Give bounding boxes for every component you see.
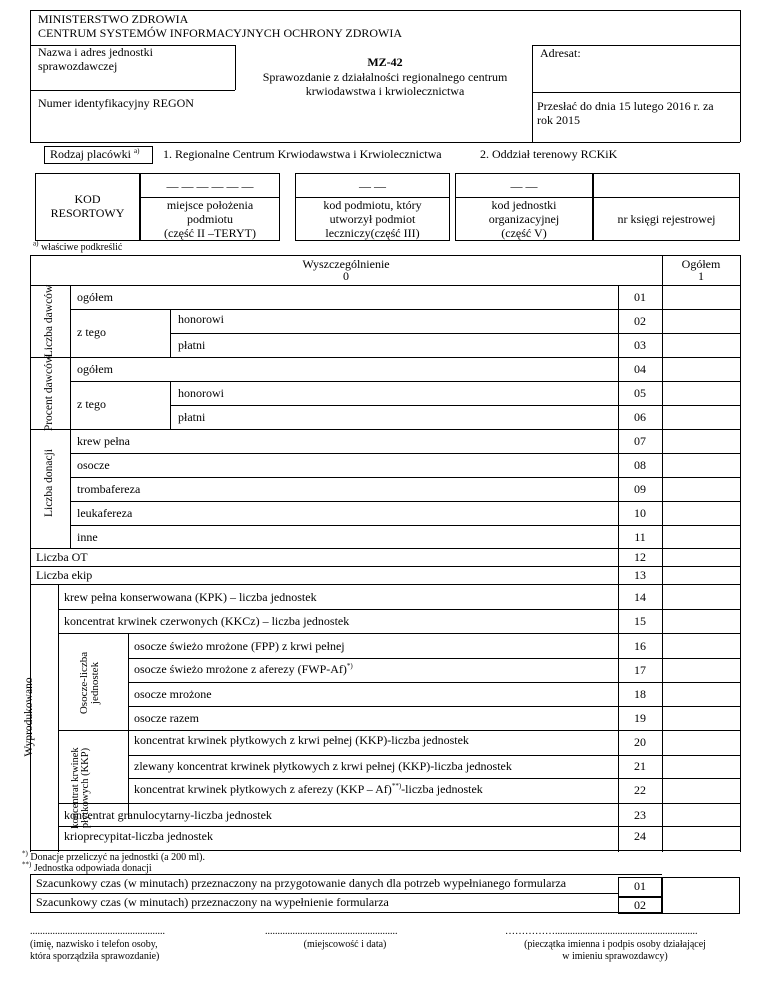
- time-line: [30, 893, 618, 894]
- dash-jednostka: — —: [510, 179, 538, 193]
- row-18-label: osocze mrożone: [134, 687, 212, 701]
- row-number: 11: [634, 530, 646, 544]
- row-16-label: osocze świeżo mrożone (FPP) z krwi pełnej: [134, 639, 345, 653]
- row-line: [70, 477, 740, 478]
- row-number: 04: [634, 362, 646, 376]
- row-02-label: honorowi: [178, 312, 224, 326]
- row-number: 08: [634, 458, 646, 472]
- row-number: 05: [634, 386, 646, 400]
- col-jednostka-label-3: (część V): [501, 226, 547, 240]
- deadline-2: rok 2015: [537, 113, 580, 127]
- row-line: [128, 682, 740, 683]
- row-line: [30, 548, 740, 549]
- time-line: [30, 912, 662, 913]
- ministry-name: MINISTERSTWO ZDROWIA: [38, 12, 189, 26]
- group-col-line: [58, 584, 59, 852]
- row-number: 21: [634, 759, 646, 773]
- row-number: 10: [634, 506, 646, 520]
- head-bottom-line: [30, 285, 740, 286]
- row-number: 06: [634, 410, 646, 424]
- row-14-label: krew pełna konserwowana (KPK) – liczba jednostek: [64, 590, 317, 604]
- row-number: 14: [634, 590, 646, 604]
- col-podmiot-label: kod podmiotu, który: [323, 198, 422, 212]
- row-19-label: osocze razem: [134, 711, 199, 725]
- col-jednostka-label-2: organizacyjnej: [488, 212, 560, 226]
- col-teryt-label-3: (część II –TERYT): [164, 226, 256, 240]
- sig-caption-3b: w imieniu sprawozdawcy): [562, 951, 668, 962]
- header-top-line: [30, 10, 740, 11]
- form-title: Sprawozdanie z działalności regionalnego centrum: [262, 70, 508, 84]
- row-21-label: zlewany koncentrat krwinek płytkowych z krwi pełnej (KKP)-liczba jednostek: [134, 759, 512, 773]
- facility-label: Rodzaj placówki $^{a)}$: [50, 147, 140, 161]
- row-line: [30, 429, 740, 430]
- row-number: 07: [634, 434, 646, 448]
- head-desc-num: 0: [343, 269, 349, 283]
- row-number: 15: [634, 614, 646, 628]
- group-col-line: [70, 429, 71, 548]
- group-donations: Liczba donacji: [43, 449, 55, 518]
- sig-dots-3: …………….........................................................: [505, 926, 698, 937]
- row-01-label: ogółem: [77, 290, 113, 304]
- time-num-1: 01: [634, 879, 646, 893]
- header-line-c: [235, 45, 236, 90]
- header-right-line: [740, 10, 741, 142]
- time-row-2: Szacunkowy czas (w minutach) przeznaczony na wypełnienie formularza: [36, 895, 389, 909]
- kod-label-2: RESORTOWY: [50, 206, 125, 220]
- row-22-label: koncentrat krwinek płytkowych z aferezy (KKP – Af)**)-liczba jednostek: [134, 782, 483, 796]
- group-produced: Wyprodukowano: [23, 677, 35, 757]
- row-line: [128, 658, 740, 659]
- row-line: [70, 501, 740, 502]
- row-number: 02: [634, 314, 646, 328]
- row-number: 20: [634, 735, 646, 749]
- row-23-label: koncentrat granulocytarny-liczba jednostek: [64, 808, 272, 822]
- time-value-field[interactable]: [662, 877, 740, 914]
- facility-option-1[interactable]: 1. Regionalne Centrum Krwiodawstwa i Krwiolecznictwa: [163, 147, 442, 161]
- row-04-label: ogółem: [77, 362, 113, 376]
- header-line-d: [532, 45, 533, 142]
- row-09-label: trombafereza: [77, 482, 141, 496]
- row-number: 23: [634, 808, 646, 822]
- unit-name-label-2: sprawozdawczej: [38, 59, 118, 73]
- row-08-label: osocze: [77, 458, 110, 472]
- row-line: [128, 706, 740, 707]
- dash-podmiot: — —: [359, 179, 386, 193]
- centre-name: CENTRUM SYSTEMÓW INFORMACYJNYCH OCHRONY ZDROWIA: [38, 26, 403, 40]
- row-17-label: osocze świeżo mrożone z aferezy (FWP-Af)*): [134, 662, 353, 676]
- footnote-2: **) Jednostka odpowiada donacji: [22, 860, 152, 874]
- time-num-2: 02: [634, 898, 646, 912]
- row-number: 09: [634, 482, 646, 496]
- regon-label: Numer identyfikacyjny REGON: [38, 96, 194, 110]
- group-kkp: koncentrat krwinek płytkowych (KKP): [70, 747, 91, 829]
- footnote-1: *) Donacje przeliczyć na jednostki (a 200 ml).: [22, 849, 205, 863]
- row-11-label: inne: [77, 530, 98, 544]
- header-bottom-line: [30, 142, 740, 143]
- row-03-label: płatni: [178, 338, 206, 352]
- main-top-border: [30, 255, 740, 256]
- row-number: 12: [634, 550, 646, 564]
- z-tego-1: z tego: [77, 325, 106, 339]
- form-title-2: krwiodawstwa i krwiolecznictwa: [305, 84, 465, 98]
- row-line: [170, 333, 740, 334]
- facility-option-2[interactable]: 2. Oddział terenowy RCKiK: [480, 147, 618, 161]
- row-line: [58, 609, 740, 610]
- row-line: [30, 566, 740, 567]
- row-number: 01: [634, 290, 646, 304]
- row-line: [58, 730, 740, 731]
- head-desc: Wyszczególnienie: [302, 257, 390, 271]
- row-15-label: koncentrat krwinek czerwonych (KKCz) – liczba jednostek: [64, 614, 350, 628]
- header-left-line: [30, 10, 31, 142]
- main-right-border: [740, 255, 741, 852]
- dash-teryt: — — — — — —: [166, 179, 254, 193]
- row-07-label: krew pełna: [77, 434, 130, 448]
- time-line: [30, 874, 662, 875]
- row-line: [30, 357, 740, 358]
- head-total: Ogółem: [681, 257, 721, 271]
- header-line-f: [532, 92, 740, 93]
- col-teryt-label-2: podmiotu: [186, 212, 233, 226]
- form-code: MZ-42: [367, 55, 403, 69]
- col-jednostka-label: kod jednostki: [491, 198, 557, 212]
- row-number: 19: [634, 711, 646, 725]
- group-pct: Procent dawców: [43, 354, 55, 432]
- unit-name-label: Nazwa i adres jednostki: [38, 45, 153, 59]
- z-tego-2: z tego: [77, 397, 106, 411]
- head-total-num: 1: [698, 269, 704, 283]
- col-podmiot-label-3: leczniczy(część III): [325, 226, 420, 240]
- row-06-label: płatni: [178, 410, 206, 424]
- sig-caption-1: (imię, nazwisko i telefon osoby,: [30, 939, 158, 950]
- code-footnote: $^{a)}$ właściwe podkreślić: [33, 239, 123, 253]
- row-number: 16: [634, 639, 646, 653]
- row-line: [58, 633, 740, 634]
- row-number: 22: [634, 783, 646, 797]
- row-line: [58, 803, 740, 804]
- total-column-line: [662, 255, 663, 852]
- row-24-label: krioprecypitat-liczba jednostek: [64, 829, 213, 843]
- group-donors: Liczba dawców: [43, 284, 55, 358]
- sig-caption-3: (pieczątka imienna i podpis osoby działającej: [524, 939, 706, 950]
- row-line: [128, 755, 740, 756]
- col-ksiega-label: nr księgi rejestrowej: [617, 212, 716, 226]
- row-line: [170, 405, 740, 406]
- sig-dots-1: ......................................................: [30, 926, 165, 937]
- row-number: 17: [634, 663, 646, 677]
- code-cell-ksiega[interactable]: [593, 173, 740, 241]
- row-20-label: koncentrat krwinek płytkowych z krwi pełnej (KKP)-liczba jednostek: [134, 733, 469, 747]
- row-05-label: honorowi: [178, 386, 224, 400]
- row-number: 24: [634, 829, 646, 843]
- row-number: 03: [634, 338, 646, 352]
- col-teryt-label: miejsce położenia: [166, 198, 254, 212]
- row-12-label: Liczba OT: [36, 550, 88, 564]
- sig-dots-2: .....................................................: [265, 926, 398, 937]
- col-podmiot-label-2: utworzył podmiot: [329, 212, 416, 226]
- addressee-label: Adresat:: [540, 46, 581, 60]
- header-line-b: [30, 90, 235, 91]
- row-line: [128, 778, 740, 779]
- row-13-label: Liczba ekip: [36, 568, 93, 582]
- row-number: 18: [634, 687, 646, 701]
- sub-col-line: [128, 633, 129, 819]
- row-10-label: leukafereza: [77, 506, 133, 520]
- sig-caption-2: (miejscowość i data): [303, 939, 387, 950]
- kod-label: KOD: [74, 192, 101, 206]
- sig-caption-1b: która sporządziła sprawozdanie): [30, 951, 160, 962]
- row-line: [58, 826, 740, 827]
- time-row-1: Szacunkowy czas (w minutach) przeznaczony na przygotowanie danych dla potrzeb wypełnianego formularza: [36, 876, 567, 890]
- row-number: 13: [634, 568, 646, 582]
- row-line: [70, 453, 740, 454]
- row-line: [30, 584, 740, 585]
- group-plasma: Osocze-liczba jednostek: [78, 651, 101, 715]
- row-line: [70, 525, 740, 526]
- deadline: Przesłać do dnia 15 lutego 2016 r. za: [537, 99, 714, 113]
